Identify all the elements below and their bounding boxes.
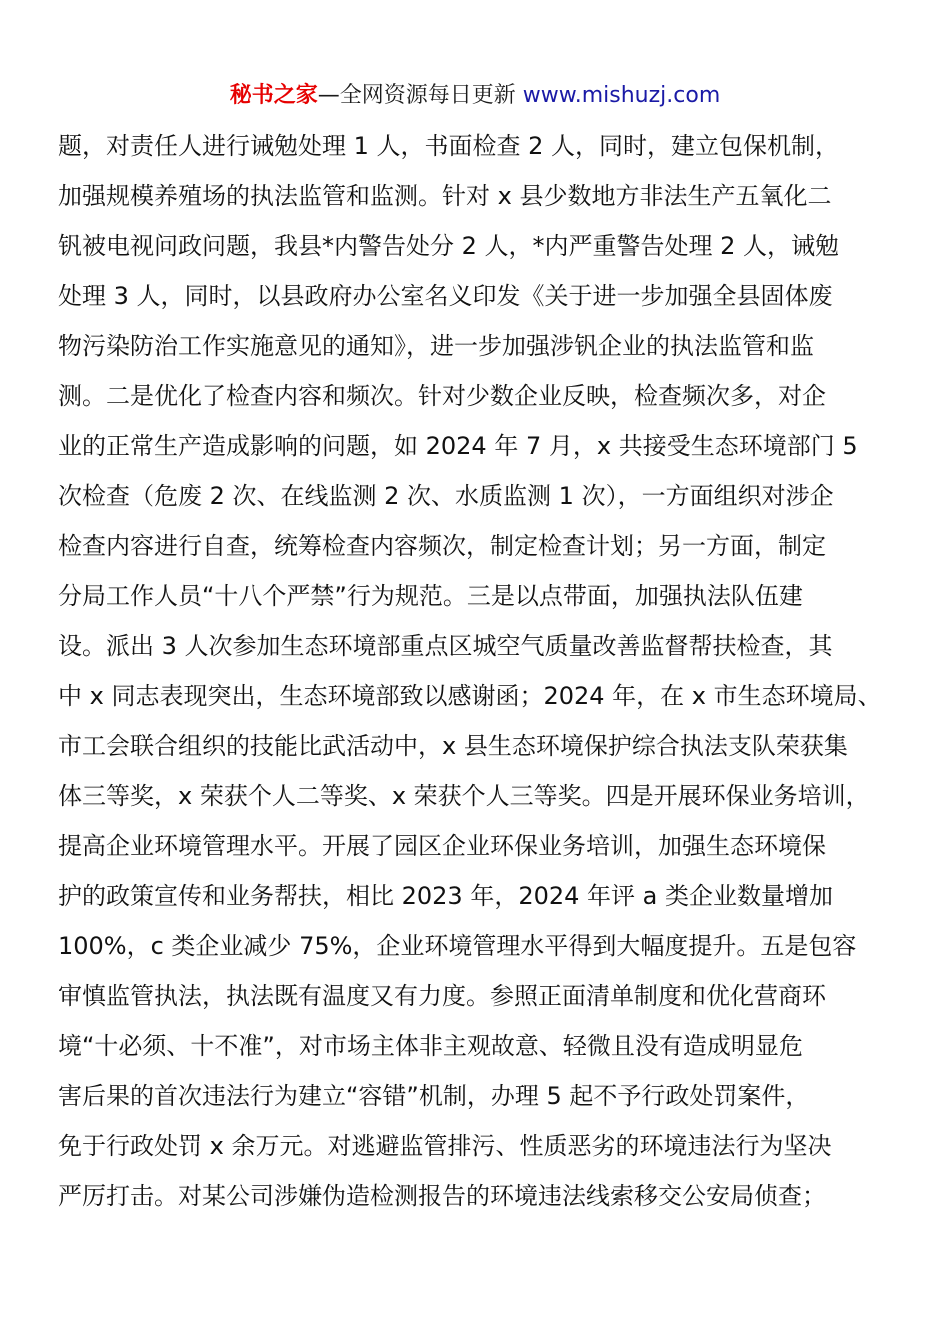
text-line: 次检查（危废 2 次、在线监测 2 次、水质监测 1 次），一方面组织对涉企 — [58, 482, 834, 510]
text-line: 加强规模养殖场的执法监管和监测。针对 x 县少数地方非法生产五氧化二 — [58, 182, 832, 210]
text-line: 检查内容进行自查，统筹检查内容频次，制定检查计划；另一方面，制定 — [58, 532, 826, 560]
text-line: 测。二是优化了检查内容和频次。针对少数企业反映，检查频次多，对企 — [58, 382, 826, 410]
text-line: 严厉打击。对某公司涉嫌伪造检测报告的环境违法线索移交公安局侦查； — [58, 1182, 826, 1210]
text-line: 害后果的首次违法行为建立“容错”机制，办理 5 起不予行政处罚案件， — [58, 1082, 810, 1110]
text-line: 中 x 同志表现突出，生态环境部致以感谢函；2024 年，在 x 市生态环境局、 — [58, 682, 882, 710]
text-line: 钒被电视问政问题，我县*内警告处分 2 人，*内严重警告处理 2 人，诫勉 — [58, 232, 840, 260]
text-line: 提高企业环境管理水平。开展了园区企业环保业务培训，加强生态环境保 — [58, 832, 826, 860]
text-line: 100%，c 类企业减少 75%，企业环境管理水平得到大幅度提升。五是包容 — [58, 932, 857, 960]
page-header — [0, 80, 950, 112]
header-tagline: —全网资源每日更新 — [317, 83, 523, 108]
text-line: 处理 3 人，同时，以县政府办公室名义印发《关于进一步加强全县固体废 — [58, 282, 833, 310]
header-brand: 秘书之家 — [229, 83, 318, 108]
text-line: 市工会联合组织的技能比武活动中，x 县生态环境保护综合执法支队荣获集 — [58, 732, 848, 760]
document-body — [58, 121, 908, 1221]
text-line: 分局工作人员“十八个严禁”行为规范。三是以点带面，加强执法队伍建 — [58, 582, 803, 610]
text-line: 免于行政处罚 x 余万元。对逃避监管排污、性质恶劣的环境违法行为坚决 — [58, 1132, 832, 1160]
text-line: 体三等奖，x 荣获个人二等奖、x 荣获个人三等奖。四是开展环保业务培训， — [58, 782, 870, 810]
text-line: 题，对责任人进行诫勉处理 1 人，书面检查 2 人，同时，建立包保机制， — [58, 132, 840, 160]
text-line: 护的政策宣传和业务帮扶，相比 2023 年，2024 年评 a 类企业数量增加 — [58, 882, 834, 910]
header-url[interactable]: www.mishuzj.com — [522, 83, 721, 108]
text-line: 设。派出 3 人次参加生态环境部重点区城空气质量改善监督帮扶检查，其 — [58, 632, 833, 660]
text-line: 境“十必须、十不准”，对市场主体非主观故意、轻微且没有造成明显危 — [58, 1032, 803, 1060]
text-line: 审慎监管执法，执法既有温度又有力度。参照正面清单制度和优化营商环 — [58, 982, 826, 1010]
text-line: 物污染防治工作实施意见的通知》，进一步加强涉钒企业的执法监管和监 — [58, 332, 814, 360]
text-line: 业的正常生产造成影响的问题，如 2024 年 7 月，x 共接受生态环境部门 5 — [58, 432, 858, 460]
